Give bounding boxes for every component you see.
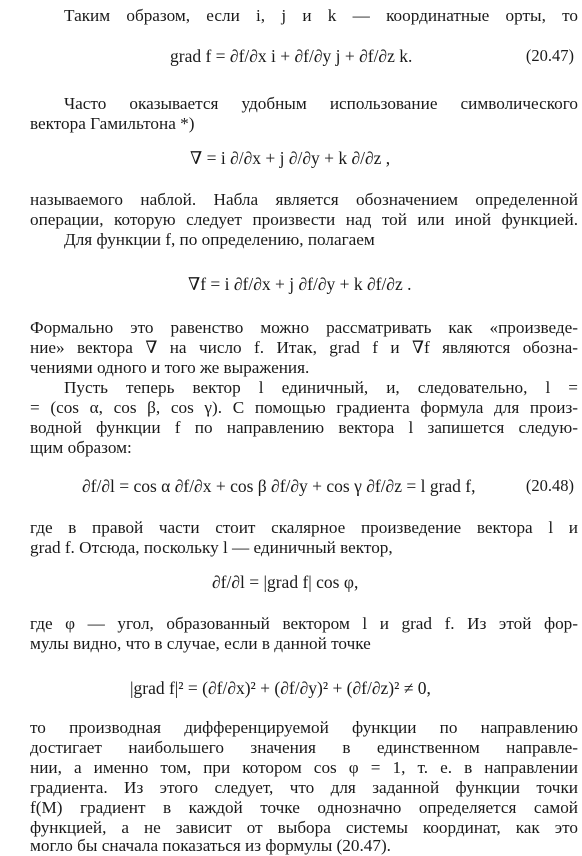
- text-line: то производная дифференцируемой функции по направлению: [30, 718, 578, 737]
- text-line: мулы видно, что в случае, если в данной точке: [30, 634, 371, 653]
- text-line: Формально это равенство можно рассматривать как «произведе-: [30, 318, 578, 337]
- text-line: нии, а именно том, при котором cos φ = 1, т. е. в направлении: [30, 758, 578, 777]
- text-line: f(M) градиент в каждой точке однозначно определяется самой: [30, 798, 578, 817]
- equation-nabla-operator: ∇ = i ∂/∂x + j ∂/∂y + k ∂/∂z ,: [190, 148, 391, 168]
- text-line: = (cos α, cos β, cos γ). С помощью градиента формула для произ-: [30, 398, 578, 417]
- text-line: могло бы сначала показаться из формулы (20.47).: [30, 836, 391, 855]
- text-line: называемого наблой. Набла является обозначением определенной: [30, 190, 578, 209]
- equation-number: (20.48): [525, 476, 574, 495]
- text-line: щим образом:: [30, 438, 132, 457]
- equation-grad-definition: grad f = ∂f/∂x i + ∂f/∂y j + ∂f/∂z k.: [170, 46, 413, 66]
- text-line: функцией, а не зависит от выбора системы координат, как это: [30, 818, 578, 837]
- text-line: достигает наибольшего значения в единственном направле-: [30, 738, 578, 757]
- text-line: водной функции f по направлению вектора l запишется следую-: [30, 418, 578, 437]
- text-line: ние» вектора ∇ на число f. Итак, grad f и ∇f являются обозна-: [30, 338, 578, 357]
- equation-nabla-f: ∇f = i ∂f/∂x + j ∂f/∂y + k ∂f/∂z .: [188, 274, 412, 294]
- equation-grad-squared: |grad f|² = (∂f/∂x)² + (∂f/∂y)² + (∂f/∂z)² ≠ 0,: [130, 678, 431, 698]
- equation-abs-grad: ∂f/∂l = |grad f| cos φ,: [212, 572, 359, 592]
- equation-number: (20.47): [525, 46, 574, 65]
- text-line: Таким образом, если i, j и k — координатные орты, то: [64, 6, 578, 25]
- text-line: чениями одного и того же выражения.: [30, 358, 310, 377]
- text-line: вектора Гамильтона *): [30, 114, 195, 133]
- text-line: Часто оказывается удобным использование символического: [64, 94, 578, 113]
- text-line: grad f. Отсюда, поскольку l — единичный вектор,: [30, 538, 393, 557]
- text-line: Для функции f, по определению, полагаем: [64, 230, 375, 249]
- text-line: операции, которую следует произвести над той или иной функцией.: [30, 210, 578, 229]
- equation-directional-derivative: ∂f/∂l = cos α ∂f/∂x + cos β ∂f/∂y + cos γ ∂f/∂z = l grad f,: [82, 476, 476, 496]
- text-line: Пусть теперь вектор l единичный, и, следовательно, l =: [64, 378, 578, 397]
- text-line: где в правой части стоит скалярное произведение вектора l и: [30, 518, 578, 537]
- text-line: где φ — угол, образованный вектором l и grad f. Из этой фор-: [30, 614, 578, 633]
- text-line: градиента. Из этого следует, что для заданной функции точки: [30, 778, 578, 797]
